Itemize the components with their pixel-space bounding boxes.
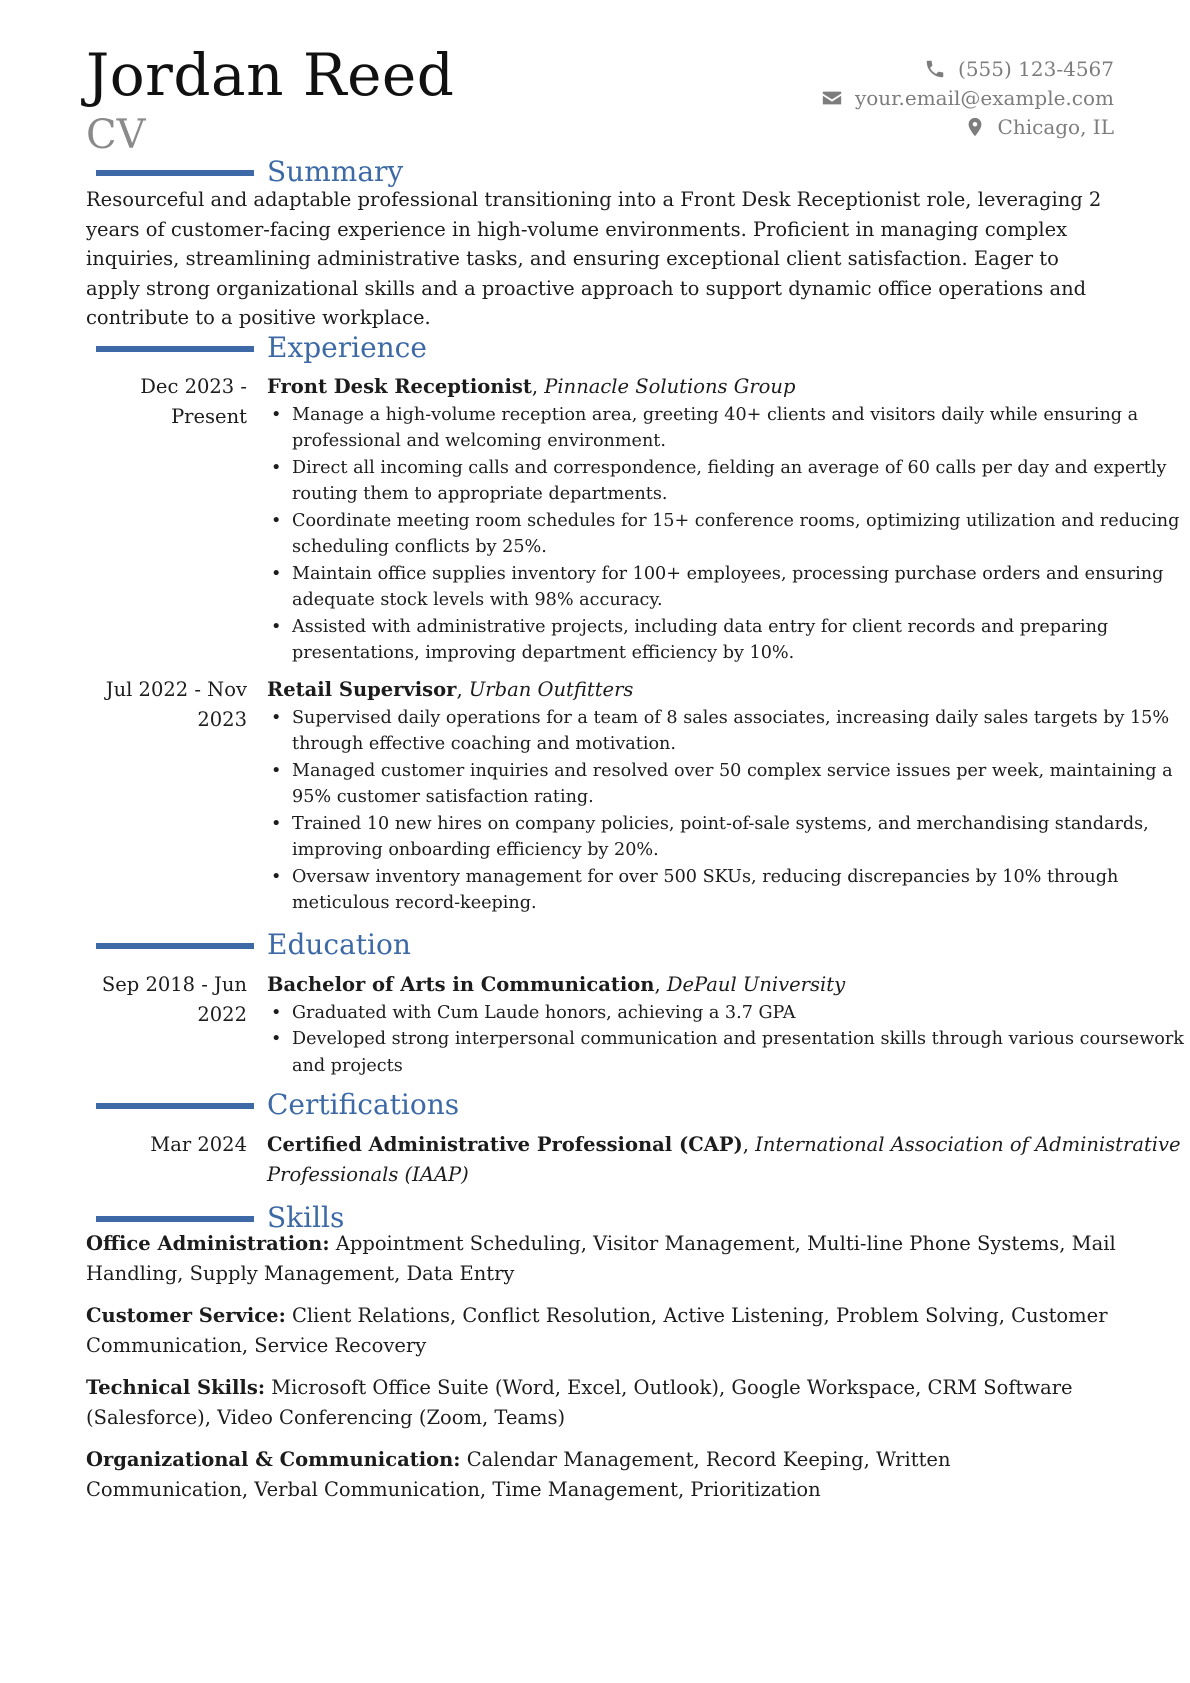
list-item: • Maintain office supplies inventory for 100+ employees, processing purchase orders and ensuring adequate stock levels with 98% accuracy. <box>267 561 1187 614</box>
skill-group-items: Microsoft Office Suite (Word, Excel, Outlook), Google Workspace, CRM Software (Salesforce), Video Conferencing (Zoom, Teams) <box>86 1376 1073 1429</box>
envelope-icon <box>821 87 843 109</box>
section-title: Skills <box>267 1201 345 1234</box>
certification-issuer: International Association of Administrative Professionals (IAAP) <box>267 1133 1181 1186</box>
location-text: Chicago, IL <box>997 114 1114 139</box>
email-link[interactable]: your.email@example.com <box>854 85 1114 110</box>
skill-group-label: Office Administration: <box>86 1232 330 1255</box>
entry-title: Retail Supervisor, Urban Outfitters <box>267 678 634 701</box>
skill-group <box>86 1445 1116 1504</box>
entry-title: Front Desk Receptionist, Pinnacle Solutions Group <box>267 375 796 398</box>
skill-group-label: Organizational & Communication: <box>86 1448 461 1471</box>
candidate-name: Jordan Reed <box>86 41 455 109</box>
skill-group-label: Customer Service: <box>86 1304 286 1327</box>
section-accent-bar <box>96 1216 254 1222</box>
phone-text[interactable]: (555) 123-4567 <box>958 56 1114 81</box>
skill-group-items: Calendar Management, Record Keeping, Written Communication, Verbal Communication, Time Management, Prioritization <box>86 1448 951 1501</box>
contact-location <box>694 112 1114 141</box>
entry-dates: Dec 2023 - Present <box>140 375 247 428</box>
entry-body <box>267 675 1187 917</box>
list-item: • Direct all incoming calls and correspondence, fielding an average of 60 calls per day and expertly routing them to appropriate departments. <box>267 455 1187 508</box>
entry-body <box>267 1130 1187 1189</box>
bullet-list <box>267 705 1187 917</box>
list-item: • Managed customer inquiries and resolved over 50 complex service issues per week, maintaining a 95% customer satisfaction rating. <box>267 758 1187 811</box>
job-organization: Urban Outfitters <box>468 678 634 701</box>
section-education-header <box>96 925 996 965</box>
section-title: Summary <box>267 155 404 188</box>
document-subtitle: CV <box>86 112 146 158</box>
contact-phone <box>694 54 1114 83</box>
phone-icon <box>924 58 946 80</box>
job-organization: Pinnacle Solutions Group <box>544 375 796 398</box>
skill-group-items: Client Relations, Conflict Resolution, Active Listening, Problem Solving, Customer Communication, Service Recovery <box>86 1304 1108 1357</box>
list-item: • Developed strong interpersonal communication and presentation skills through various coursework and projects <box>267 1026 1187 1079</box>
entry-dates: Mar 2024 <box>150 1133 247 1156</box>
section-accent-bar <box>96 943 254 949</box>
entry-dates: Sep 2018 - Jun 2022 <box>101 973 247 1026</box>
skill-group-label: Technical Skills: <box>86 1376 266 1399</box>
job-role: Front Desk Receptionist <box>267 375 532 398</box>
section-certifications-header <box>96 1085 996 1125</box>
degree-name: Bachelor of Arts in Communication <box>267 973 655 996</box>
entry-body <box>267 970 1187 1079</box>
entry-title: Certified Administrative Professional (CAP), International Association of Administrative Professionals (IAAP) <box>267 1133 1181 1186</box>
section-experience-header <box>96 328 996 368</box>
summary-text: Resourceful and adaptable professional transitioning into a Front Desk Receptionist role, leveraging 2 years of customer-facing experience in high-volume environments. Proficient in managing complex inquiries, streamlining administrative tasks, and ensuring exceptional client satisfaction. Eager to apply strong organizational skills and a proactive approach to support dynamic office operations and contribute to a positive workplace. <box>86 188 1102 329</box>
entry-title: Bachelor of Arts in Communication, DePaul University <box>267 973 846 996</box>
certification-name: Certified Administrative Professional (CAP) <box>267 1133 743 1156</box>
list-item: • Supervised daily operations for a team of 8 sales associates, increasing daily sales targets by 15% through effective coaching and motivation. <box>267 705 1187 758</box>
list-item: • Trained 10 new hires on company policies, point-of-sale systems, and merchandising standards, improving onboarding efficiency by 20%. <box>267 811 1187 864</box>
bullet-list <box>267 1000 1187 1080</box>
school-name: DePaul University <box>666 973 846 996</box>
section-title: Certifications <box>267 1088 460 1121</box>
list-item: • Assisted with administrative projects, including data entry for client records and preparing presentations, improving department efficiency by 10%. <box>267 614 1187 667</box>
section-title: Experience <box>267 331 427 364</box>
section-title: Education <box>267 928 411 961</box>
job-role: Retail Supervisor <box>267 678 457 701</box>
list-item: • Coordinate meeting room schedules for 15+ conference rooms, optimizing utilization and reducing scheduling conflicts by 25%. <box>267 508 1187 561</box>
skill-group <box>86 1301 1116 1360</box>
section-accent-bar <box>96 1103 254 1109</box>
contact-email <box>694 83 1114 112</box>
entry-body <box>267 372 1187 667</box>
list-item: • Graduated with Cum Laude honors, achieving a 3.7 GPA <box>267 1000 1187 1027</box>
list-item: • Manage a high-volume reception area, greeting 40+ clients and visitors daily while ensuring a professional and welcoming environment. <box>267 402 1187 455</box>
section-accent-bar <box>96 170 254 176</box>
entry-dates: Jul 2022 - Nov 2023 <box>105 678 247 731</box>
bullet-list <box>267 402 1187 667</box>
map-pin-icon <box>964 116 986 138</box>
skill-group-items: Appointment Scheduling, Visitor Management, Multi-line Phone Systems, Mail Handling, Supply Management, Data Entry <box>86 1232 1116 1285</box>
contact-block <box>694 54 1114 141</box>
list-item: • Oversaw inventory management for over 500 SKUs, reducing discrepancies by 10% through meticulous record-keeping. <box>267 864 1187 917</box>
section-accent-bar <box>96 346 254 352</box>
skill-group <box>86 1229 1116 1288</box>
skill-group <box>86 1373 1116 1432</box>
